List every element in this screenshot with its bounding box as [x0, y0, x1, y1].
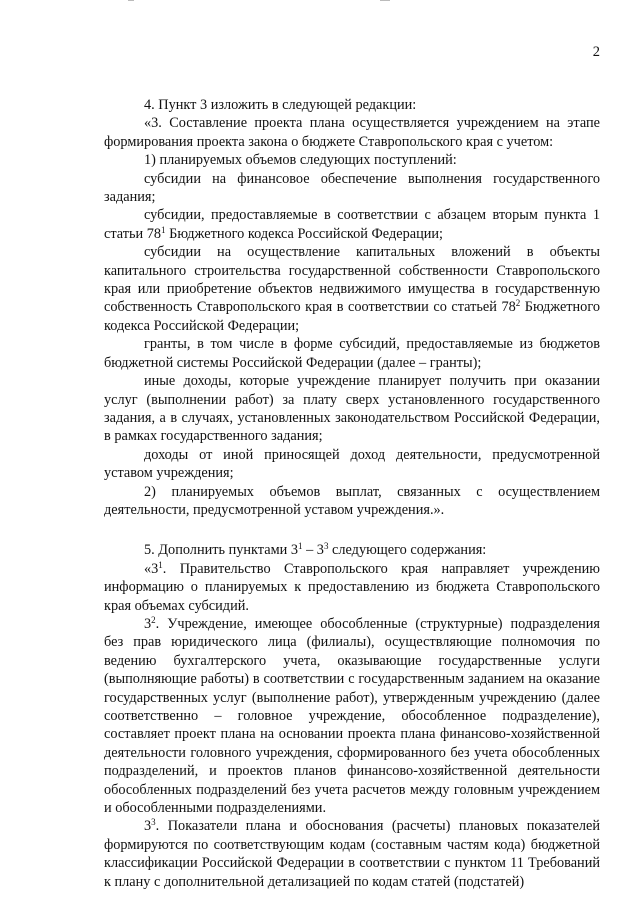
scan-mark	[128, 0, 134, 1]
paragraph: «$3^1$. Правительство Ставропольского края направляет учреждению информацию о планируемых к предоставлению из бюджета Ставропольского края объемах субсидий.	[104, 559, 600, 614]
paragraph: доходы от иной приносящей доход деятельности, предусмотренной уставом учреждения;	[104, 446, 600, 482]
scan-mark	[380, 0, 390, 1]
paragraph: субсидии, предоставляемые в соответствии с абзацем вторым пункта 1 статьи $78^1$ Бюджетного кодекса Российской Федерации;	[104, 207, 600, 242]
paragraph: 2) планируемых объемов выплат, связанных с осуществлением деятельности, предусмотренной уставом учреждения.».	[104, 483, 600, 518]
document-body	[104, 96, 600, 891]
paragraph: $3^3$. Показатели плана и обоснования (расчеты) плановых показателей формируются по соответствующим кодам (составным частям кода) бюджетной классификации Российской Федерации в соответствии с пунктом 11 Требований к плану с дополнительной детализацией по кодам статей (подстатей)	[104, 817, 600, 890]
paragraph: субсидии на финансовое обеспечение выполнения государственного задания;	[104, 170, 600, 206]
paragraph: гранты, в том числе в форме субсидий, предоставляемые из бюджетов бюджетной системы Российской Федерации (далее – гранты);	[104, 336, 600, 371]
paragraph: иные доходы, которые учреждение планирует получить при оказании услуг (выполнении работ) за плату сверх установленного государственного задания, а в случаях, установленных законодательством Российской Федерации, в рамках государственного задания;	[104, 373, 600, 445]
paragraph: «3. Составление проекта плана осуществляется учреждением на этапе формирования проекта закона о бюджете Ставропольского края с учетом:	[104, 115, 600, 150]
paragraph: субсидии на осуществление капитальных вложений в объекты капитального строительства государственной собственности Ставропольского края или приобретение объектов недвижимого имущества в государственную собственность Ставропольского края в соответствии со статьей $78^2$ Бюджетного кодекса Российской Федерации;	[104, 244, 600, 334]
section-5-heading: 5. Дополнить пунктами $3^1 - 3^3$ следующего содержания:	[144, 541, 487, 559]
page-number: 2	[592, 44, 600, 60]
paragraph: 1) планируемых объемов следующих поступлений:	[144, 152, 457, 169]
section-4-heading: 4. Пункт 3 изложить в следующей редакции:	[144, 97, 417, 113]
paragraph: $3^2$. Учреждение, имеющее обособленные (структурные) подразделения без прав юридического лица (филиалы), осуществляющие полномочия по ведению бухгалтерского учета, оказывающие государственные услуги (выполняющие работы) в соответствии с государственным заданием на оказание государственных услуг (выполнение работ), утвержденным учреждению (далее соответственно – головное учреждение, обособленное подразделение), составляет проект плана на основании проекта плана финансово-хозяйственной деятельности головного учреждения, сформированного без учета обособленных подразделений, и проектов планов финансово-хозяйственной деятельности обособленных подразделений без учета расчетов между головным учреждением и обособленными подразделениями.	[104, 614, 600, 817]
